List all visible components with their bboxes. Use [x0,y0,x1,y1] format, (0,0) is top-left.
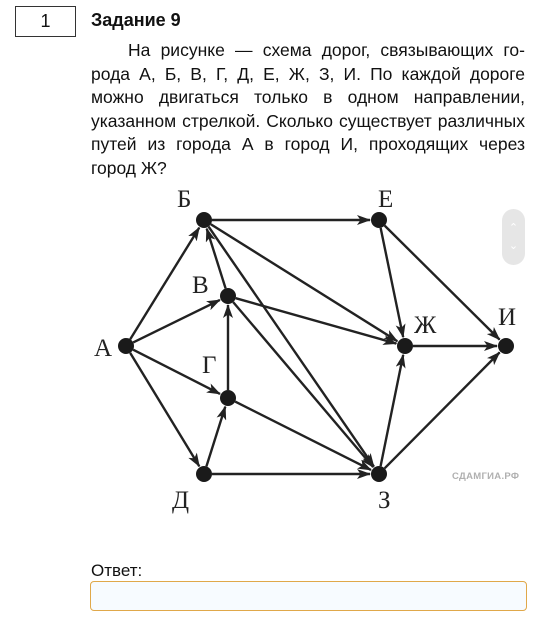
edge-z-zh [381,355,404,466]
road-graph [80,175,540,530]
node-label-v: В [192,272,209,299]
node-label-z: З [378,487,391,514]
node-i [498,338,514,354]
node-g [220,390,236,406]
node-label-d: Д [172,487,190,514]
edge-e-zh [381,228,404,337]
node-label-b: Б [177,186,192,213]
task-number: 1 [15,6,76,37]
edge-d-g [206,407,225,467]
node-label-zh: Ж [414,312,437,339]
node-label-g: Г [202,352,217,379]
node-v [220,288,236,304]
node-zh [397,338,413,354]
scroll-widget[interactable] [502,209,525,265]
edge-a-d [130,353,199,466]
node-a [118,338,134,354]
task-text: На рисунке — схема дорог, связывающих города А, Б, В, Г, Д, Е, Ж, З, И. По каждой дороге можно двигаться только в одном направлении, указанном стрелкой. Сколько существует различных путей из города А в город И, проходящих через город Ж? [91,40,525,178]
node-d [196,466,212,482]
node-label-e: Е [378,186,394,213]
edge-v-z [233,302,373,467]
edge-g-z [235,402,371,470]
chevron-down-icon[interactable]: ⌄ [508,240,519,252]
node-b [196,212,212,228]
edge-b-zh [211,224,398,341]
road-graph-figure [80,175,540,530]
node-label-a: А [94,335,113,362]
edge-v-zh [236,298,397,343]
node-label-i: И [498,304,517,331]
edge-a-v [133,300,220,343]
answer-label: Ответ: [91,561,143,580]
edge-a-b [130,228,199,340]
answer-input[interactable] [90,581,527,611]
chevron-up-icon[interactable]: ⌃ [508,222,519,234]
watermark: СДАМГИА.РФ [452,471,520,482]
edge-e-i [385,226,500,340]
node-e [371,212,387,228]
node-z [371,466,387,482]
edge-z-i [385,352,500,468]
task-title: Задание 9 [91,10,181,30]
